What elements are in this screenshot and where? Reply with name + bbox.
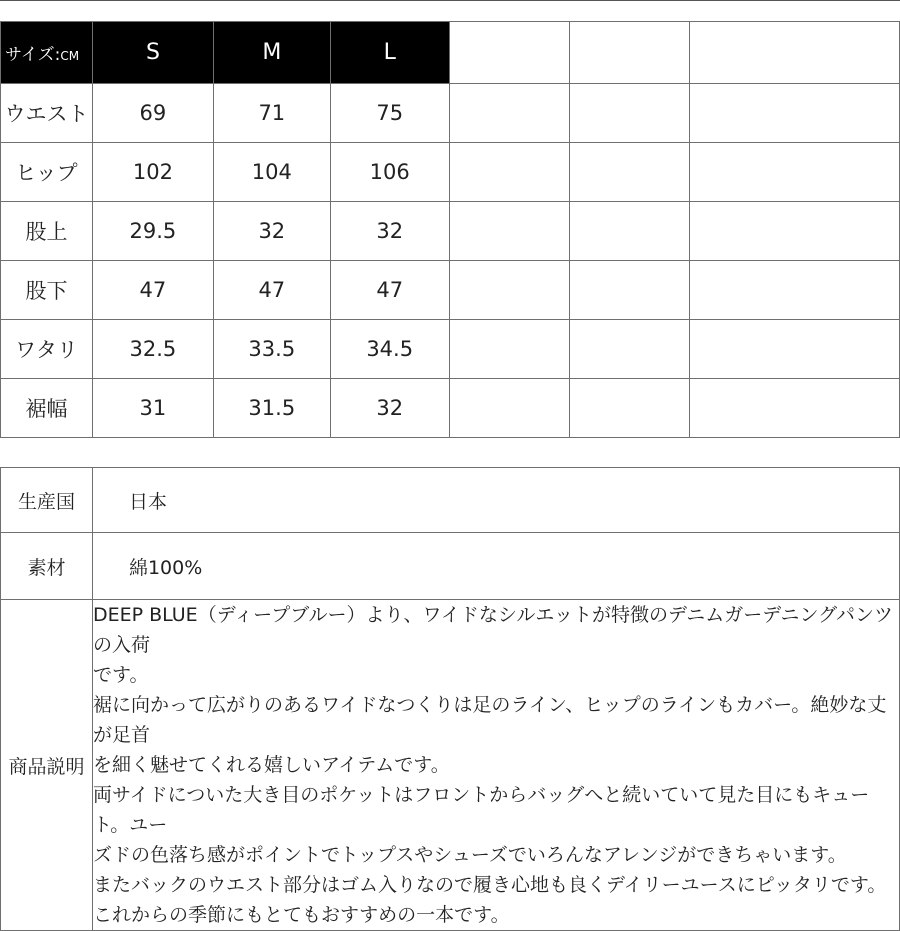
cell-value: 31 (92, 379, 213, 438)
cell-value: 104 (213, 143, 330, 202)
row-label-waist: ウエスト (1, 84, 93, 143)
empty-cell (449, 379, 570, 438)
table-row (1, 202, 900, 261)
empty-cell (690, 320, 900, 379)
cell-value: 47 (92, 261, 213, 320)
empty-cell (449, 84, 570, 143)
empty-cell (570, 22, 690, 84)
table-row (1, 143, 900, 202)
description-line: またバックのウエスト部分はゴム入りなので履き心地も良くデイリーユースにピッタリです。 (92, 874, 887, 896)
description-line: DEEP BLUE（ディープブルー）より、ワイドなシルエットが特徴のデニムガーデニングパンツの入荷 (92, 604, 893, 656)
row-label-inseam: 股下 (1, 261, 93, 320)
description-line: 両サイドについた大き目のポケットはフロントからバッグへと続いていて見た目にもキュート。ユー (92, 784, 870, 836)
cell-value: 32 (213, 202, 330, 261)
top-rule (0, 0, 900, 1)
table-row (1, 533, 900, 600)
material-value: 綿100% (92, 533, 899, 600)
empty-cell (449, 261, 570, 320)
size-s-header: S (92, 22, 213, 84)
size-unit-header: サイズ:CM (1, 22, 93, 84)
origin-value: 日本 (92, 468, 899, 533)
table-row (1, 261, 900, 320)
empty-cell (570, 202, 690, 261)
table-row (1, 320, 900, 379)
description-line: ズドの色落ち感がポイントでトップスやシューズでいろんなアレンジができちゃいます。 (92, 844, 847, 866)
cell-value: 47 (330, 261, 449, 320)
cell-value: 75 (330, 84, 449, 143)
table-row (1, 468, 900, 533)
description-line: これからの季節にもとてもおすすめの一本です。 (92, 904, 510, 926)
cell-value: 34.5 (330, 320, 449, 379)
empty-cell (690, 202, 900, 261)
size-header-row (1, 22, 900, 84)
row-label-thigh: ワタリ (1, 320, 93, 379)
empty-cell (570, 143, 690, 202)
empty-cell (570, 320, 690, 379)
cell-value: 32 (330, 202, 449, 261)
cell-value: 106 (330, 143, 449, 202)
empty-cell (570, 261, 690, 320)
size-l-header: L (330, 22, 449, 84)
empty-cell (449, 143, 570, 202)
description-line: 裾に向かって広がりのあるワイドなつくりは足のライン、ヒップのラインもカバー。絶妙な丈が足首 (92, 694, 887, 746)
cell-value: 47 (213, 261, 330, 320)
empty-cell (449, 22, 570, 84)
empty-cell (690, 143, 900, 202)
empty-cell (449, 320, 570, 379)
size-table (0, 21, 900, 438)
row-label-hip: ヒップ (1, 143, 93, 202)
empty-cell (690, 261, 900, 320)
table-row (1, 84, 900, 143)
cell-value: 102 (92, 143, 213, 202)
description-line: を細く魅せてくれる嬉しいアイテムです。 (92, 754, 450, 776)
cell-value: 32.5 (92, 320, 213, 379)
row-label-hem: 裾幅 (1, 379, 93, 438)
empty-cell (570, 379, 690, 438)
cell-value: 32 (330, 379, 449, 438)
empty-cell (690, 22, 900, 84)
material-label: 素材 (1, 533, 93, 600)
empty-cell (449, 202, 570, 261)
cell-value: 29.5 (92, 202, 213, 261)
description-label: 商品説明 (1, 600, 93, 931)
empty-cell (690, 379, 900, 438)
empty-cell (570, 84, 690, 143)
description-text (92, 600, 899, 931)
table-row (1, 379, 900, 438)
cell-value: 31.5 (213, 379, 330, 438)
row-label-rise: 股上 (1, 202, 93, 261)
empty-cell (690, 84, 900, 143)
description-line: です。 (92, 664, 149, 686)
size-m-header: M (213, 22, 330, 84)
cell-value: 69 (92, 84, 213, 143)
product-info-table (0, 467, 900, 931)
cell-value: 33.5 (213, 320, 330, 379)
table-row (1, 600, 900, 931)
cell-value: 71 (213, 84, 330, 143)
origin-label: 生産国 (1, 468, 93, 533)
